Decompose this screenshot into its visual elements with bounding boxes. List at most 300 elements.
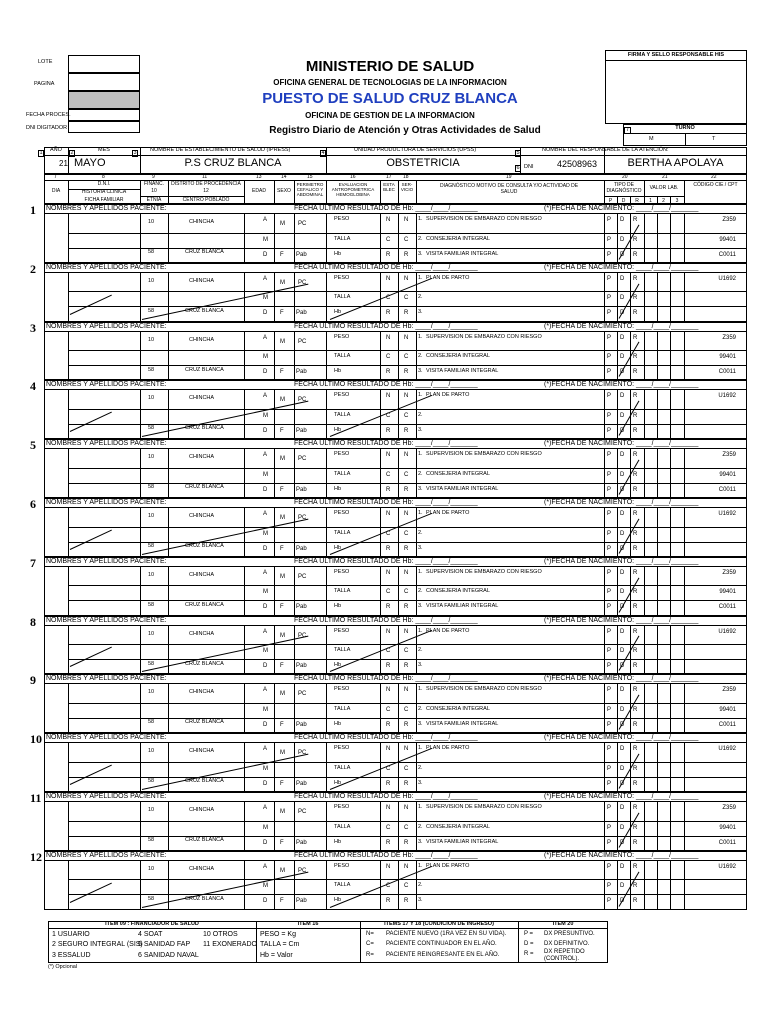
peso-label[interactable]: PESO	[334, 274, 350, 281]
dx-type-d[interactable]: D	[620, 334, 625, 341]
village-value[interactable]: CRUZ BLANCA	[185, 837, 224, 843]
dx-code[interactable]: U1692	[718, 746, 736, 753]
dx-type-d[interactable]: D	[620, 706, 625, 713]
dx-type-d[interactable]: D	[620, 295, 625, 302]
sex-f[interactable]: F	[280, 428, 284, 435]
dx-type-r[interactable]: R	[633, 589, 638, 596]
dx-type-r[interactable]: R	[633, 393, 638, 400]
age-unit-d[interactable]: D	[263, 780, 268, 787]
dni-value[interactable]: 42508963	[557, 159, 598, 169]
financ-value[interactable]: 10	[148, 219, 155, 225]
fecha-proces-field[interactable]	[68, 109, 140, 121]
estab-r[interactable]: R	[386, 310, 391, 317]
patient-name-label[interactable]: NOMBRES Y APELLIDOS PACIENTE:	[46, 499, 167, 506]
dx-type-d[interactable]: D	[620, 604, 625, 611]
dx-type-p[interactable]: P	[607, 217, 612, 223]
servicio-c[interactable]: C	[404, 589, 409, 596]
servicio-r[interactable]: R	[404, 604, 409, 611]
dx-type-d[interactable]: D	[620, 883, 625, 890]
sex-m[interactable]: M	[280, 809, 285, 815]
dx-type-p[interactable]: P	[607, 530, 612, 537]
last-hb-date[interactable]: FECHA ULTIMO RESULTADO DE Hb: ____/____/_______	[294, 851, 478, 859]
servicio-n[interactable]: N	[404, 569, 409, 576]
village-value[interactable]: CRUZ BLANCA	[185, 484, 224, 491]
dx-code[interactable]: U1692	[718, 275, 736, 282]
servicio-n[interactable]: N	[404, 393, 409, 400]
dx-type-r[interactable]: R	[633, 511, 638, 517]
financ-value[interactable]: 10	[148, 336, 155, 343]
dx-type-p[interactable]: P	[607, 663, 612, 670]
dx-text[interactable]: VISITA FAMILIAR INTEGRAL	[426, 250, 499, 257]
district-value[interactable]: CHINCHA	[189, 277, 215, 284]
dx-type-p[interactable]: P	[607, 706, 612, 713]
age-unit-a[interactable]: A	[263, 511, 268, 517]
district-value[interactable]: CHINCHA	[189, 513, 215, 519]
financ-value[interactable]: 10	[148, 277, 155, 284]
talla-label[interactable]: TALLA	[334, 470, 351, 477]
dx-type-d[interactable]: D	[620, 589, 625, 596]
estab-r[interactable]: R	[386, 722, 391, 729]
dx-type-p[interactable]: P	[607, 295, 612, 302]
dx-type-r[interactable]: R	[633, 251, 638, 258]
district-value[interactable]: CHINCHA	[189, 748, 215, 755]
dx-code[interactable]: 99401	[719, 589, 736, 596]
patient-name-label[interactable]: NOMBRES Y APELLIDOS PACIENTE:	[46, 793, 167, 800]
estab-n[interactable]: N	[386, 628, 391, 635]
district-value[interactable]: CHINCHA	[189, 395, 215, 402]
dx-code[interactable]: Z359	[722, 687, 736, 694]
estab-r[interactable]: R	[386, 604, 391, 611]
ethnicity-value[interactable]: 58	[148, 484, 155, 491]
district-value[interactable]: CHINCHA	[189, 865, 215, 872]
dx-type-r[interactable]: R	[633, 898, 638, 905]
age-unit-d[interactable]: D	[263, 898, 268, 905]
dx-text[interactable]: PLAN DE PARTO	[426, 627, 470, 634]
hb-label[interactable]: Hb	[334, 485, 342, 492]
dx-type-p[interactable]: P	[607, 722, 612, 729]
talla-label[interactable]: TALLA	[334, 529, 351, 536]
dx-type-d[interactable]: D	[620, 780, 625, 787]
talla-label[interactable]: TALLA	[334, 823, 351, 830]
servicio-c[interactable]: C	[404, 236, 409, 243]
peso-label[interactable]: PESO	[334, 216, 350, 222]
age-unit-a[interactable]: A	[263, 452, 268, 459]
estab-c[interactable]: C	[386, 648, 391, 655]
talla-label[interactable]: TALLA	[334, 764, 351, 771]
age-unit-m[interactable]: M	[263, 883, 268, 890]
estab-c[interactable]: C	[386, 824, 391, 831]
estab-c[interactable]: C	[386, 236, 391, 243]
dx-type-p[interactable]: P	[607, 310, 612, 317]
dx-type-r[interactable]: R	[633, 863, 638, 870]
village-value[interactable]: CRUZ BLANCA	[185, 895, 224, 902]
dx-type-d[interactable]: D	[620, 545, 625, 552]
village-value[interactable]: CRUZ BLANCA	[185, 778, 224, 785]
ethnicity-value[interactable]: 58	[148, 895, 155, 902]
birth-date[interactable]: (*)FECHA DE NACIMIENTO: ____/____/_______	[544, 675, 699, 683]
pagina-field[interactable]	[68, 73, 140, 91]
dx-type-p[interactable]: P	[607, 486, 612, 493]
ethnicity-value[interactable]: 58	[148, 425, 155, 432]
peso-label[interactable]: PESO	[334, 392, 350, 399]
dx-type-p[interactable]: P	[607, 604, 612, 611]
ethnicity-value[interactable]: 58	[148, 660, 155, 667]
dx-text[interactable]: VISITA FAMILIAR INTEGRAL	[426, 838, 499, 845]
age-unit-m[interactable]: M	[263, 530, 268, 537]
last-hb-date[interactable]: FECHA ULTIMO RESULTADO DE Hb: ____/____/_______	[294, 616, 478, 624]
dx-type-d[interactable]: D	[620, 511, 625, 517]
dx-type-p[interactable]: P	[607, 805, 612, 811]
last-hb-date[interactable]: FECHA ULTIMO RESULTADO DE Hb: ____/____/_______	[294, 499, 478, 506]
servicio-c[interactable]: C	[404, 354, 409, 361]
estab-r[interactable]: R	[386, 251, 391, 258]
patient-name-label[interactable]: NOMBRES Y APELLIDOS PACIENTE:	[46, 440, 167, 448]
servicio-c[interactable]: C	[404, 648, 409, 655]
dx-text[interactable]: CONSEJERIA INTEGRAL	[426, 353, 490, 360]
estab-n[interactable]: N	[386, 687, 391, 694]
servicio-r[interactable]: R	[404, 486, 409, 493]
dx-text[interactable]: PLAN DE PARTO	[426, 510, 470, 516]
talla-label[interactable]: TALLA	[334, 705, 351, 712]
sex-f[interactable]: F	[280, 251, 284, 258]
dx-type-d[interactable]: D	[620, 722, 625, 729]
sex-f[interactable]: F	[280, 604, 284, 611]
estab-r[interactable]: R	[386, 369, 391, 376]
talla-label[interactable]: TALLA	[334, 647, 351, 654]
servicio-n[interactable]: N	[404, 628, 409, 635]
age-unit-m[interactable]: M	[263, 471, 268, 478]
establecimiento-value[interactable]: P.S CRUZ BLANCA	[184, 157, 282, 169]
sex-m[interactable]: M	[280, 691, 285, 698]
dx-type-r[interactable]: R	[633, 275, 638, 282]
dx-code[interactable]: U1692	[718, 628, 736, 635]
patient-name-label[interactable]: NOMBRES Y APELLIDOS PACIENTE:	[46, 616, 167, 624]
age-unit-a[interactable]: A	[263, 393, 268, 400]
estab-c[interactable]: C	[386, 883, 391, 890]
age-unit-a[interactable]: A	[263, 569, 268, 576]
dx-type-p[interactable]: P	[607, 839, 612, 846]
estab-r[interactable]: R	[386, 428, 391, 435]
estab-r[interactable]: R	[386, 898, 391, 905]
estab-c[interactable]: C	[386, 295, 391, 302]
servicio-r[interactable]: R	[404, 251, 409, 258]
dx-type-p[interactable]: P	[607, 569, 612, 576]
estab-c[interactable]: C	[386, 354, 391, 361]
village-value[interactable]: CRUZ BLANCA	[185, 366, 224, 373]
dx-text[interactable]: CONSEJERIA INTEGRAL	[426, 588, 490, 595]
age-unit-a[interactable]: A	[263, 687, 268, 694]
dx-text[interactable]: CONSEJERIA INTEGRAL	[426, 470, 490, 477]
dx-type-p[interactable]: P	[607, 452, 612, 459]
age-unit-d[interactable]: D	[263, 545, 268, 552]
village-value[interactable]: CRUZ BLANCA	[185, 660, 224, 667]
dx-text[interactable]: VISITA FAMILIAR INTEGRAL	[426, 603, 499, 610]
dx-type-p[interactable]: P	[607, 412, 612, 419]
birth-date[interactable]: (*)FECHA DE NACIMIENTO: ____/____/_______	[544, 263, 699, 271]
peso-label[interactable]: PESO	[334, 510, 350, 516]
age-unit-m[interactable]: M	[263, 706, 268, 713]
hb-label[interactable]: Hb	[334, 603, 342, 610]
patient-name-label[interactable]: NOMBRES Y APELLIDOS PACIENTE:	[46, 263, 167, 271]
estab-r[interactable]: R	[386, 545, 391, 552]
age-unit-m[interactable]: M	[263, 648, 268, 655]
dx-type-p[interactable]: P	[607, 393, 612, 400]
dx-text[interactable]: SUPERVISION DE EMBARAZO CON RIESGO	[426, 686, 542, 693]
dx-type-r[interactable]: R	[633, 412, 638, 419]
age-unit-m[interactable]: M	[263, 765, 268, 772]
dx-text[interactable]: SUPERVISION DE EMBARAZO CON RIESGO	[426, 333, 542, 340]
birth-date[interactable]: (*)FECHA DE NACIMIENTO: ____/____/_______	[544, 851, 699, 859]
dx-type-r[interactable]: R	[633, 648, 638, 655]
financ-value[interactable]: 10	[148, 689, 155, 696]
dx-type-p[interactable]: P	[607, 628, 612, 635]
dx-code[interactable]: Z359	[722, 217, 736, 223]
dx-type-r[interactable]: R	[633, 530, 638, 537]
dx-code[interactable]: C0011	[718, 486, 736, 493]
servicio-r[interactable]: R	[404, 722, 409, 729]
estab-n[interactable]: N	[386, 217, 391, 223]
dx-text[interactable]: CONSEJERIA INTEGRAL	[426, 705, 490, 712]
dx-type-r[interactable]: R	[633, 765, 638, 772]
last-hb-date[interactable]: FECHA ULTIMO RESULTADO DE Hb: ____/____/_______	[294, 322, 478, 330]
hb-label[interactable]: Hb	[334, 544, 342, 551]
dx-type-r[interactable]: R	[633, 569, 638, 576]
last-hb-date[interactable]: FECHA ULTIMO RESULTADO DE Hb: ____/____/_______	[294, 793, 478, 800]
peso-label[interactable]: PESO	[334, 745, 350, 752]
district-value[interactable]: CHINCHA	[189, 689, 215, 696]
sex-m[interactable]: M	[280, 279, 285, 286]
birth-date[interactable]: (*)FECHA DE NACIMIENTO: ____/____/_______	[544, 557, 699, 565]
district-value[interactable]: CHINCHA	[189, 219, 215, 225]
village-value[interactable]: CRUZ BLANCA	[185, 543, 224, 549]
district-value[interactable]: CHINCHA	[189, 807, 215, 813]
dx-type-r[interactable]: R	[633, 628, 638, 635]
dx-type-d[interactable]: D	[620, 486, 625, 493]
dx-code[interactable]: Z359	[722, 569, 736, 576]
dx-type-r[interactable]: R	[633, 746, 638, 753]
age-unit-a[interactable]: A	[263, 217, 268, 223]
financ-value[interactable]: 10	[148, 395, 155, 402]
dx-text[interactable]: VISITA FAMILIAR INTEGRAL	[426, 368, 499, 375]
sex-m[interactable]: M	[280, 867, 285, 874]
servicio-c[interactable]: C	[404, 471, 409, 478]
sex-f[interactable]: F	[280, 722, 284, 729]
dx-type-d[interactable]: D	[620, 628, 625, 635]
servicio-c[interactable]: C	[404, 883, 409, 890]
dx-type-d[interactable]: D	[620, 217, 625, 223]
ethnicity-value[interactable]: 58	[148, 837, 155, 843]
dx-type-d[interactable]: D	[620, 898, 625, 905]
dx-type-p[interactable]: P	[607, 275, 612, 282]
age-unit-a[interactable]: A	[263, 746, 268, 753]
dx-type-d[interactable]: D	[620, 663, 625, 670]
age-unit-m[interactable]: M	[263, 295, 268, 302]
dx-type-d[interactable]: D	[620, 839, 625, 846]
estab-r[interactable]: R	[386, 663, 391, 670]
last-hb-date[interactable]: FECHA ULTIMO RESULTADO DE Hb: ____/____/_______	[294, 734, 478, 742]
dx-type-p[interactable]: P	[607, 236, 612, 243]
age-unit-m[interactable]: M	[263, 412, 268, 419]
sex-f[interactable]: F	[280, 898, 284, 905]
ethnicity-value[interactable]: 58	[148, 601, 155, 608]
village-value[interactable]: CRUZ BLANCA	[185, 249, 224, 255]
sex-f[interactable]: F	[280, 310, 284, 317]
birth-date[interactable]: (*)FECHA DE NACIMIENTO: ____/____/_______	[544, 440, 699, 448]
dx-type-r[interactable]: R	[633, 805, 638, 811]
dx-type-d[interactable]: D	[620, 863, 625, 870]
servicio-n[interactable]: N	[404, 863, 409, 870]
ethnicity-value[interactable]: 58	[148, 249, 155, 255]
dx-type-r[interactable]: R	[633, 217, 638, 223]
financ-value[interactable]: 10	[148, 630, 155, 637]
servicio-n[interactable]: N	[404, 511, 409, 517]
dx-code[interactable]: 99401	[719, 236, 736, 243]
age-unit-d[interactable]: D	[263, 722, 268, 729]
peso-label[interactable]: PESO	[334, 862, 350, 869]
lote-field[interactable]	[68, 55, 140, 73]
dx-type-p[interactable]: P	[607, 687, 612, 694]
dx-text[interactable]: SUPERVISION DE EMBARAZO CON RIESGO	[426, 804, 542, 810]
sex-f[interactable]: F	[280, 545, 284, 552]
dx-type-r[interactable]: R	[633, 428, 638, 435]
estab-n[interactable]: N	[386, 746, 391, 753]
dx-type-r[interactable]: R	[633, 839, 638, 846]
age-unit-m[interactable]: M	[263, 354, 268, 361]
birth-date[interactable]: (*)FECHA DE NACIMIENTO: ____/____/_______	[544, 499, 699, 506]
hb-label[interactable]: Hb	[334, 427, 342, 434]
birth-date[interactable]: (*)FECHA DE NACIMIENTO: ____/____/_______	[544, 322, 699, 330]
servicio-r[interactable]: R	[404, 369, 409, 376]
estab-r[interactable]: R	[386, 486, 391, 493]
estab-n[interactable]: N	[386, 805, 391, 811]
dx-type-r[interactable]: R	[633, 663, 638, 670]
servicio-r[interactable]: R	[404, 310, 409, 317]
dx-type-d[interactable]: D	[620, 412, 625, 419]
dx-code[interactable]: C0011	[718, 251, 736, 258]
talla-label[interactable]: TALLA	[334, 882, 351, 889]
dx-type-p[interactable]: P	[607, 354, 612, 361]
sex-m[interactable]: M	[280, 632, 285, 639]
dx-code[interactable]: C0011	[718, 604, 736, 611]
village-value[interactable]: CRUZ BLANCA	[185, 307, 224, 314]
age-unit-a[interactable]: A	[263, 275, 268, 282]
sex-m[interactable]: M	[280, 221, 285, 227]
financ-value[interactable]: 10	[148, 571, 155, 578]
dx-type-r[interactable]: R	[633, 295, 638, 302]
dx-type-d[interactable]: D	[620, 648, 625, 655]
financ-value[interactable]: 10	[148, 807, 155, 813]
dx-type-p[interactable]: P	[607, 251, 612, 258]
servicio-c[interactable]: C	[404, 765, 409, 772]
district-value[interactable]: CHINCHA	[189, 571, 215, 578]
age-unit-d[interactable]: D	[263, 604, 268, 611]
talla-label[interactable]: TALLA	[334, 411, 351, 418]
hb-label[interactable]: Hb	[334, 779, 342, 786]
servicio-c[interactable]: C	[404, 824, 409, 831]
sex-m[interactable]: M	[280, 515, 285, 521]
hb-label[interactable]: Hb	[334, 250, 342, 257]
sex-f[interactable]: F	[280, 839, 284, 846]
age-unit-d[interactable]: D	[263, 310, 268, 317]
servicio-r[interactable]: R	[404, 898, 409, 905]
dx-type-r[interactable]: R	[633, 706, 638, 713]
dx-type-p[interactable]: P	[607, 883, 612, 890]
patient-name-label[interactable]: NOMBRES Y APELLIDOS PACIENTE:	[46, 557, 167, 565]
servicio-n[interactable]: N	[404, 217, 409, 223]
dx-text[interactable]: PLAN DE PARTO	[426, 862, 470, 869]
dx-type-r[interactable]: R	[633, 722, 638, 729]
estab-n[interactable]: N	[386, 334, 391, 341]
age-unit-m[interactable]: M	[263, 589, 268, 596]
dx-type-r[interactable]: R	[633, 486, 638, 493]
dx-type-p[interactable]: P	[607, 824, 612, 831]
dx-text[interactable]: PLAN DE PARTO	[426, 392, 470, 399]
dx-type-p[interactable]: P	[607, 648, 612, 655]
dx-text[interactable]: CONSEJERIA INTEGRAL	[426, 823, 490, 830]
last-hb-date[interactable]: FECHA ULTIMO RESULTADO DE Hb: ____/____/_______	[294, 263, 478, 271]
dx-text[interactable]: SUPERVISION DE EMBARAZO CON RIESGO	[426, 568, 542, 575]
sex-f[interactable]: F	[280, 663, 284, 670]
dx-type-r[interactable]: R	[633, 369, 638, 376]
dx-type-p[interactable]: P	[607, 898, 612, 905]
age-unit-d[interactable]: D	[263, 839, 268, 846]
patient-name-label[interactable]: NOMBRES Y APELLIDOS PACIENTE:	[46, 381, 167, 389]
district-value[interactable]: CHINCHA	[189, 336, 215, 343]
estab-r[interactable]: R	[386, 839, 391, 846]
dx-type-d[interactable]: D	[620, 452, 625, 459]
dx-type-d[interactable]: D	[620, 471, 625, 478]
dx-type-d[interactable]: D	[620, 310, 625, 317]
dx-type-r[interactable]: R	[633, 236, 638, 243]
mes-value[interactable]: MAYO	[74, 157, 106, 169]
talla-label[interactable]: TALLA	[334, 235, 351, 242]
hb-label[interactable]: Hb	[334, 309, 342, 316]
dx-text[interactable]: VISITA FAMILIAR INTEGRAL	[426, 485, 499, 492]
estab-c[interactable]: C	[386, 471, 391, 478]
dx-type-r[interactable]: R	[633, 471, 638, 478]
peso-label[interactable]: PESO	[334, 627, 350, 634]
financ-value[interactable]: 10	[148, 513, 155, 519]
sex-m[interactable]: M	[280, 750, 285, 757]
village-value[interactable]: CRUZ BLANCA	[185, 425, 224, 432]
dx-type-p[interactable]: P	[607, 471, 612, 478]
last-hb-date[interactable]: FECHA ULTIMO RESULTADO DE Hb: ____/____/_______	[294, 557, 478, 565]
age-unit-a[interactable]: A	[263, 334, 268, 341]
turno-t[interactable]: T	[712, 136, 716, 142]
servicio-r[interactable]: R	[404, 545, 409, 552]
servicio-r[interactable]: R	[404, 780, 409, 787]
dx-type-d[interactable]: D	[620, 354, 625, 361]
dx-code[interactable]: C0011	[718, 369, 736, 376]
patient-name-label[interactable]: NOMBRES Y APELLIDOS PACIENTE:	[46, 205, 167, 212]
dx-type-p[interactable]: P	[607, 589, 612, 596]
village-value[interactable]: CRUZ BLANCA	[185, 601, 224, 608]
estab-n[interactable]: N	[386, 569, 391, 576]
dx-code[interactable]: C0011	[718, 839, 736, 846]
peso-label[interactable]: PESO	[334, 333, 350, 340]
dx-code[interactable]: Z359	[722, 334, 736, 341]
servicio-n[interactable]: N	[404, 452, 409, 459]
dx-type-r[interactable]: R	[633, 687, 638, 694]
dx-type-d[interactable]: D	[620, 746, 625, 753]
financ-value[interactable]: 10	[148, 748, 155, 755]
dx-code[interactable]: U1692	[718, 393, 736, 400]
age-unit-m[interactable]: M	[263, 236, 268, 243]
hb-label[interactable]: Hb	[334, 897, 342, 904]
dx-code[interactable]: U1692	[718, 863, 736, 870]
dx-type-d[interactable]: D	[620, 428, 625, 435]
sex-m[interactable]: M	[280, 397, 285, 404]
